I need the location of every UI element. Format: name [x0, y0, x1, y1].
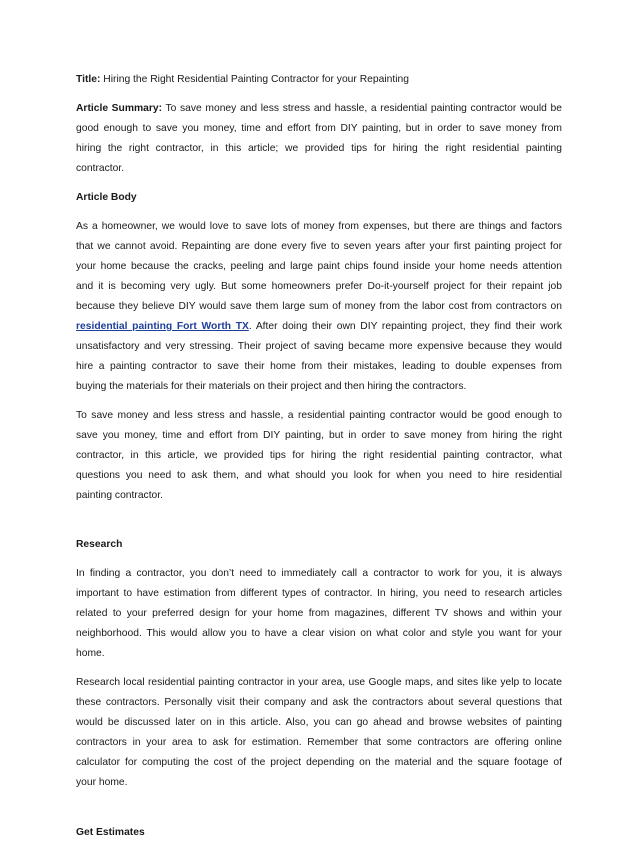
paragraph-line: contractor, in this article, we provided tips for hiring the right residential painting contractor, what: [76, 450, 562, 461]
article-summary: [76, 99, 562, 179]
residential-painting-link[interactable]: residential painting Fort Worth TX: [76, 321, 249, 332]
paragraph-line: As a homeowner, we would love to save lots of money from expenses, but there are things and factors: [76, 221, 562, 232]
paragraph-line: unsatisfactory and very stressing. Their project of saving became more expensive because they would: [76, 341, 562, 352]
paragraph-line: and it is becoming very ugly. But some homeowners prefer Do-it-yourself project for their repaint job: [76, 281, 562, 292]
paragraph-line: neighborhood. This would allow you to have a clear vision on what color and style you want for your: [76, 628, 562, 639]
paragraph-line: questions you need to ask them, and what should you look for when you need to hire residential: [76, 470, 562, 481]
paragraph-intro: [76, 217, 562, 397]
paragraph-line: home.: [76, 648, 105, 659]
paragraph-line: painting contractor.: [76, 490, 164, 501]
document-page: [76, 70, 562, 843]
paragraph-line: would be discussed later on in this article. Also, you can go ahead and browse websites of painting: [76, 717, 562, 728]
summary-line: contractor.: [76, 163, 125, 174]
paragraph-line: related to your preferred design for your home from magazines, different TV shows and within your: [76, 608, 562, 619]
paragraph-research-local: [76, 673, 562, 793]
summary-line: Article Summary: To save money and less stress and hassle, a residential painting contractor would be: [76, 103, 562, 114]
paragraph-summary-repeat: [76, 406, 562, 506]
paragraph-line: because they believe DIY would save them large sum of money from the labor cost from contractors on: [76, 301, 562, 312]
paragraph-line: hire a painting contractor to save their home from their mistakes, leading to double expenses from: [76, 361, 562, 372]
paragraph-research: [76, 564, 562, 664]
paragraph-line: these contractors. Personally visit their company and ask the contractors about several questions that: [76, 697, 562, 708]
paragraph-line: In finding a contractor, you don’t need to immediately call a contractor to work for you, it is always: [76, 568, 562, 579]
paragraph-line-with-link: residential painting Fort Worth TX. After doing their own DIY repainting project, they find their work: [76, 321, 562, 332]
article-title: [76, 70, 562, 90]
paragraph-line: important to have estimation from different types of contractor. In hiring, you need to research articles: [76, 588, 562, 599]
paragraph-line: that we cannot avoid. Repainting are done every five to seven years after your first painting project for: [76, 241, 562, 252]
paragraph-line: your home because the cracks, peeling and large paint chips found inside your home needs attention: [76, 261, 562, 272]
paragraph-line: To save money and less stress and hassle, a residential painting contractor would be good enough to: [76, 410, 562, 421]
summary-line: good enough to save you money, time and effort from DIY painting, but in order to save money from: [76, 123, 562, 134]
summary-label: Article Summary:: [76, 103, 163, 114]
paragraph-line: buying the materials for their materials on their project and then hiring the contractors.: [76, 381, 467, 392]
summary-line: hiring the right contractor, in this article; we provided tips for hiring the right residential painting: [76, 143, 562, 154]
research-heading: Research: [76, 539, 123, 550]
get-estimates-heading: Get Estimates: [76, 827, 145, 838]
paragraph-line: save you money, time and effort from DIY painting, but in order to save money from hiring the right: [76, 430, 562, 441]
paragraph-line: your home.: [76, 777, 128, 788]
paragraph-line: contractors in your area to ask for estimation. Remember that some contractors are offering online: [76, 737, 562, 748]
article-body-heading: Article Body: [76, 192, 137, 203]
paragraph-line: calculator for computing the cost of the project depending on the material and the square footage of: [76, 757, 562, 768]
title-text: Hiring the Right Residential Painting Contractor for your Repainting: [103, 74, 409, 85]
paragraph-line: Research local residential painting contractor in your area, use Google maps, and sites like yelp to locate: [76, 677, 562, 688]
title-label: Title:: [76, 74, 101, 85]
